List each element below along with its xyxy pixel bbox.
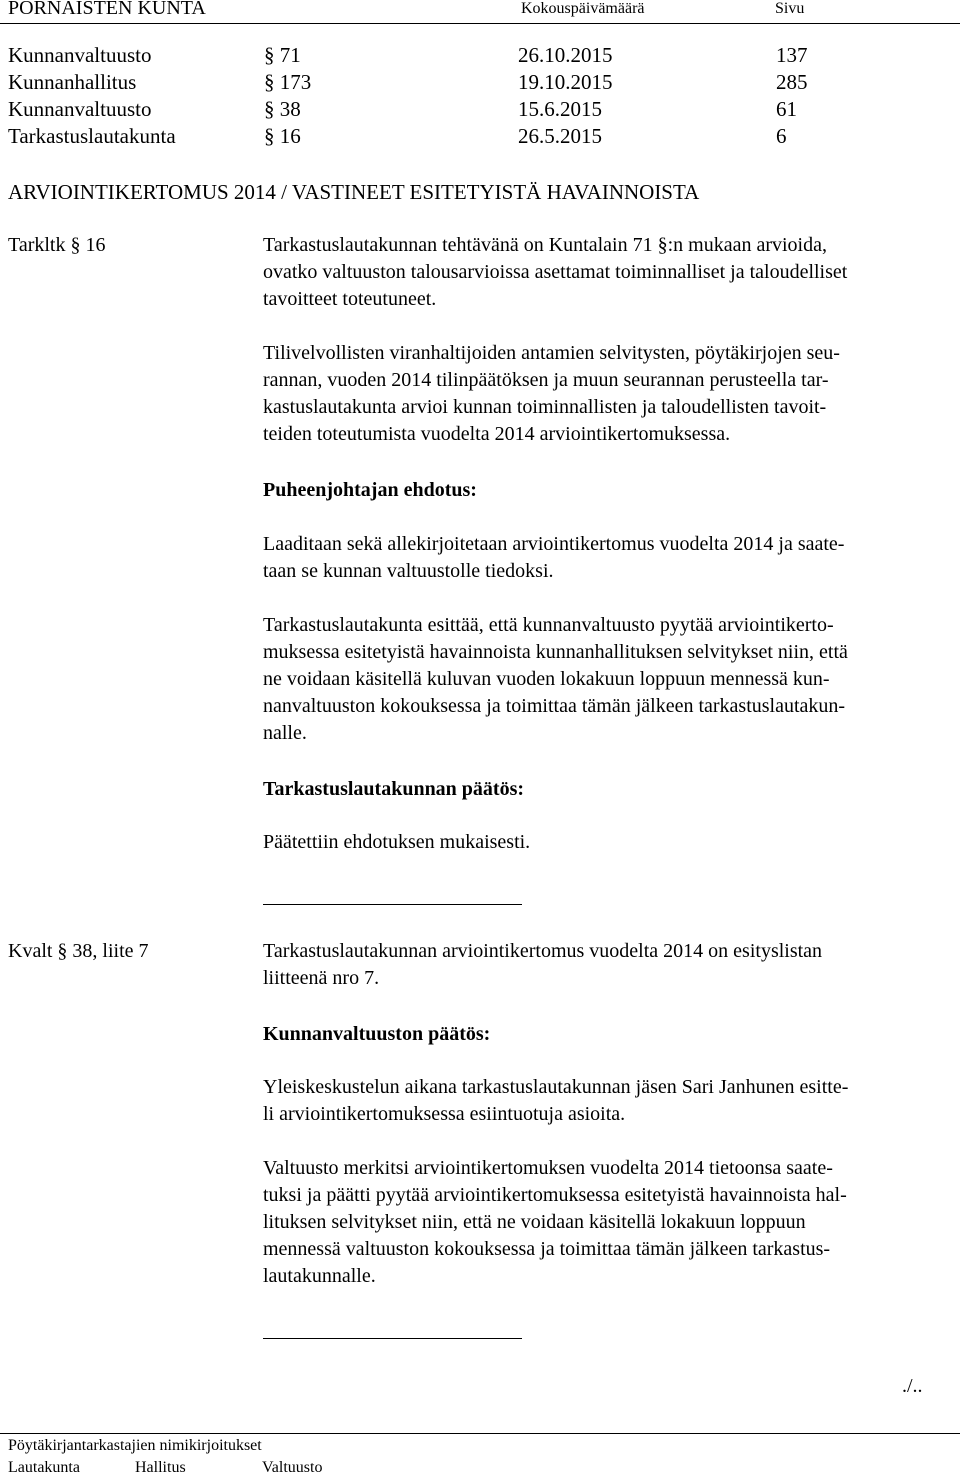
text-line: Tarkastuslautakunnan arviointikertomus vuodelta 2014 on esityslistan bbox=[263, 940, 823, 962]
section-intro bbox=[263, 938, 822, 992]
reference-section: § 71 bbox=[264, 43, 301, 67]
text-line: li arviointikertomuksessa esiintuotuja asioita. bbox=[263, 1103, 626, 1125]
reference-section: § 38 bbox=[264, 97, 301, 121]
text-line: kastuslautakunta arvioi kunnan toiminnallisten ja taloudellisten tavoit- bbox=[263, 396, 827, 418]
header-rule bbox=[0, 23, 960, 24]
text-line: Tarkastuslautakunta esittää, että kunnanvaltuusto pyytää arviointikerto- bbox=[263, 614, 834, 636]
footer-rule bbox=[0, 1433, 960, 1434]
footer-column-lautakunta: Lautakunta bbox=[8, 1459, 80, 1476]
decision-text bbox=[263, 829, 530, 856]
continuation-marker: ./.. bbox=[902, 1375, 923, 1397]
reference-date: 15.6.2015 bbox=[518, 97, 602, 121]
text-line: liitteenä nro 7. bbox=[263, 967, 380, 989]
section-label: Tarkltk § 16 bbox=[8, 234, 106, 256]
text-line: Tilivelvollisten viranhaltijoiden antamien selvitysten, pöytäkirjojen seu- bbox=[263, 342, 840, 364]
signatures-label: Pöytäkirjantarkastajien nimikirjoitukset bbox=[8, 1437, 262, 1454]
municipality-name: PORNAISTEN KUNTA bbox=[8, 0, 206, 19]
council-paragraph-2 bbox=[263, 1155, 847, 1290]
text-line: lautakunnalle. bbox=[263, 1265, 376, 1287]
meeting-date-label: Kokouspäivämäärä bbox=[521, 0, 645, 17]
reference-body: Tarkastuslautakunta bbox=[8, 124, 176, 148]
text-line: nalle. bbox=[263, 722, 307, 744]
proposal-paragraph-2 bbox=[263, 612, 848, 747]
section-label: Kvalt § 38, liite 7 bbox=[8, 940, 149, 962]
proposal-paragraph bbox=[263, 531, 844, 585]
section-intro bbox=[263, 232, 847, 313]
document-title: ARVIOINTIKERTOMUS 2014 / VASTINEET ESITETYISTÄ HAVAINNOISTA bbox=[8, 180, 700, 204]
text-line: Laaditaan sekä allekirjoitetaan arviointikertomus vuodelta 2014 ja saate- bbox=[263, 533, 845, 555]
text-line: Tarkastuslautakunnan tehtävänä on Kuntalain 71 §:n mukaan arvioida, bbox=[263, 234, 827, 256]
decision-heading: Tarkastuslautakunnan päätös: bbox=[263, 778, 525, 800]
evaluation-paragraph bbox=[263, 340, 840, 448]
text-line: tuksi ja päätti pyytää arviointikertomuksessa esitetyistä havainnoista hal- bbox=[263, 1184, 847, 1206]
reference-date: 26.10.2015 bbox=[518, 43, 613, 67]
council-paragraph-1 bbox=[263, 1074, 848, 1128]
text-line: ne voidaan käsitellä kuluvan vuoden lokakuun loppuun mennessä kun- bbox=[263, 668, 830, 690]
proposal-heading: Puheenjohtajan ehdotus: bbox=[263, 479, 477, 501]
footer-column-valtuusto: Valtuusto bbox=[262, 1459, 323, 1476]
page-label: Sivu bbox=[775, 0, 805, 17]
text-line: teiden toteutumista vuodelta 2014 arviointikertomuksessa. bbox=[263, 423, 731, 445]
reference-date: 19.10.2015 bbox=[518, 70, 613, 94]
reference-body: Kunnanhallitus bbox=[8, 70, 137, 94]
reference-section: § 173 bbox=[264, 70, 312, 94]
text-line: Yleiskeskustelun aikana tarkastuslautakunnan jäsen Sari Janhunen esitte- bbox=[263, 1076, 849, 1098]
reference-page: 61 bbox=[776, 97, 797, 121]
reference-page: 137 bbox=[776, 43, 808, 67]
section-separator bbox=[263, 1338, 522, 1339]
reference-body: Kunnanvaltuusto bbox=[8, 43, 152, 67]
text-line: ovatko valtuuston talousarvioissa asettamat toiminnalliset ja taloudelliset bbox=[263, 261, 848, 283]
reference-page: 6 bbox=[776, 124, 787, 148]
council-decision-heading: Kunnanvaltuuston päätös: bbox=[263, 1023, 491, 1045]
text-line: muksessa esitetyistä havainnoista kunnanhallituksen selvitykset niin, että bbox=[263, 641, 848, 663]
footer-column-hallitus: Hallitus bbox=[135, 1459, 186, 1476]
reference-date: 26.5.2015 bbox=[518, 124, 602, 148]
text-line: lituksen selvitykset niin, että ne voidaan käsitellä lokakuun loppuun bbox=[263, 1211, 806, 1233]
text-line: tavoitteet toteutuneet. bbox=[263, 288, 437, 310]
section-separator bbox=[263, 904, 522, 905]
reference-page: 285 bbox=[776, 70, 808, 94]
text-line: Päätettiin ehdotuksen mukaisesti. bbox=[263, 831, 531, 853]
text-line: taan se kunnan valtuustolle tiedoksi. bbox=[263, 560, 554, 582]
reference-section: § 16 bbox=[264, 124, 301, 148]
text-line: mennessä valtuuston kokouksessa ja toimittaa tämän jälkeen tarkastus- bbox=[263, 1238, 831, 1260]
text-line: Valtuusto merkitsi arviointikertomuksen vuodelta 2014 tietoonsa saate- bbox=[263, 1157, 833, 1179]
text-line: rannan, vuoden 2014 tilinpäätöksen ja muun seurannan perusteella tar- bbox=[263, 369, 829, 391]
text-line: nanvaltuuston kokouksessa ja toimittaa tämän jälkeen tarkastuslautakun- bbox=[263, 695, 846, 717]
reference-body: Kunnanvaltuusto bbox=[8, 97, 152, 121]
